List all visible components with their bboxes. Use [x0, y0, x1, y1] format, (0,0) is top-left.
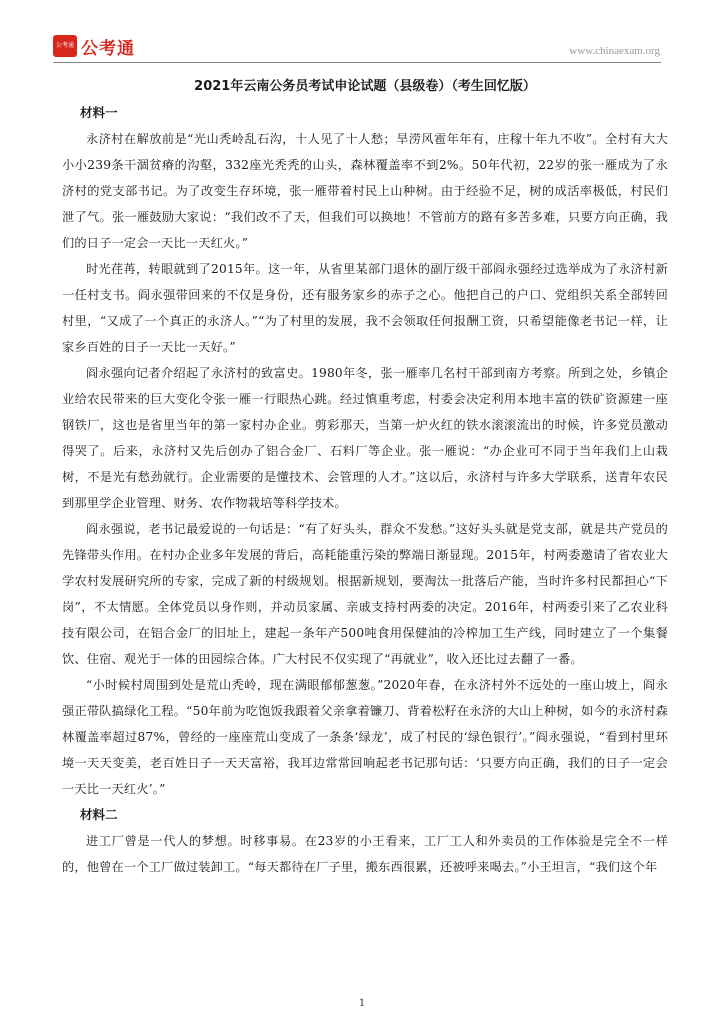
- document-title: 2021年云南公务员考试申论试题（县级卷）（考生回忆版）: [194, 79, 536, 94]
- logo-badge: 公考通: [53, 35, 77, 57]
- logo-text: 公考通: [81, 38, 135, 59]
- paragraph: 时光荏苒，转眼就到了2015年。这一年，从省里某部门退休的副厅级干部阎永强经过选举成为了永济村新一任村支书。阎永强带回来的不仅是身份，还有服务家乡的赤子之心。他把自己的户口、党组织关系全部转回村里，“又成了一个真正的永济人。”“为了村里的发展，我不会领取任何报酬工资，只希望能像老书记一样，让家乡百姓的日子一天比一天好。”: [62, 262, 668, 354]
- material-2-heading: 材料二: [80, 807, 118, 822]
- paragraph: 阎永强向记者介绍起了永济村的致富史。1980年冬，张一雁率几名村干部到南方考察。所到之处，乡镇企业给农民带来的巨大变化令张一雁一行眼热心跳。经过慎重考虑，村委会决定利用本地丰富的铁矿资源建一座钢铁厂，这也是省里当年的第一家村办企业。剪彩那天，当第一炉火红的铁水滚滚流出的时候，许多党员激动得哭了。后来，永济村又先后创办了铝合金厂、石料厂等企业。张一雁说：“办企业可不同于当年我们上山栽树，不是光有愁劲就行。企业需要的是懂技术、会管理的人才。”这以后，永济村与许多大学联系，送青年农民到那里学企业管理、财务、农作物栽培等科学技术。: [62, 366, 668, 510]
- material-1-heading: 材料一: [80, 105, 118, 120]
- paragraph: 阎永强说，老书记最爱说的一句话是：“有了好头头，群众不发愁。”这好头头就是党支部，就是共产党员的先锋带头作用。在村办企业多年发展的背后，高耗能重污染的弊端日渐显现。2015年，村两委邀请了省农业大学农村发展研究所的专家，完成了新的村级规划。根据新规划，要淘汰一批落后产能，当时许多村民都担心“下岗”，不太情愿。全体党员以身作则，并动员家属、亲戚支持村两委的决定。2016年，村两委引来了乙农业科技有限公司，在铝合金厂的旧址上，建起一条年产500吨食用保健油的冷榨加工生产线，同时建立了一个集餐饮、住宿、观光于一体的田园综合体。广大村民不仅实现了“再就业”，收入还比过去翻了一番。: [62, 522, 668, 666]
- document-body: [62, 74, 668, 880]
- paragraph: “小时候村周围到处是荒山秃岭，现在满眼郁郁葱葱。”2020年春，在永济村外不远处的一座山坡上，阎永强正带队搞绿化工程。“50年前为吃饱饭我跟着父亲拿着镰刀、背着松籽在永济的大山上种树，如今的永济村森林覆盖率超过87%，曾经的一座座荒山变成了一条条‘绿龙’，成了村民的‘绿色银行’。”阎永强说，“看到村里环境一天天变美，老百姓日子一天天富裕，我耳边常常回响起老书记那句话：‘只要方向正确，我们的日子一定会一天比一天红火’。”: [62, 678, 668, 796]
- site-url: www.chinaexam.org: [569, 45, 660, 57]
- header-divider: [53, 62, 661, 63]
- paragraph: 永济村在解放前是“光山秃岭乱石沟，十人见了十人愁；旱涝风雹年年有，庄稼十年九不收”。全村有大大小小239条干涸贫瘠的沟壑，332座光秃秃的山头，森林覆盖率不到2%。50年代初，22岁的张一雁成为了永济村的党支部书记。为了改变生存环境，张一雁带着村民上山种树。由于经验不足，树的成活率极低，村民们泄了气。张一雁鼓励大家说：“我们改不了天，但我们可以换地！不管前方的路有多苦多难，只要方向正确，我们的日子一定会一天比一天红火。”: [62, 132, 668, 250]
- paragraph: 进工厂曾是一代人的梦想。时移事易。在23岁的小王看来，工厂工人和外卖员的工作体验是完全不一样的，他曾在一个工厂做过装卸工。“每天都待在厂子里，搬东西很累，还被呼来喝去。”小王坦言，“我们这个年: [62, 834, 668, 874]
- page-header: [0, 0, 724, 66]
- logo: [53, 35, 135, 57]
- page-number: 1: [358, 998, 366, 1009]
